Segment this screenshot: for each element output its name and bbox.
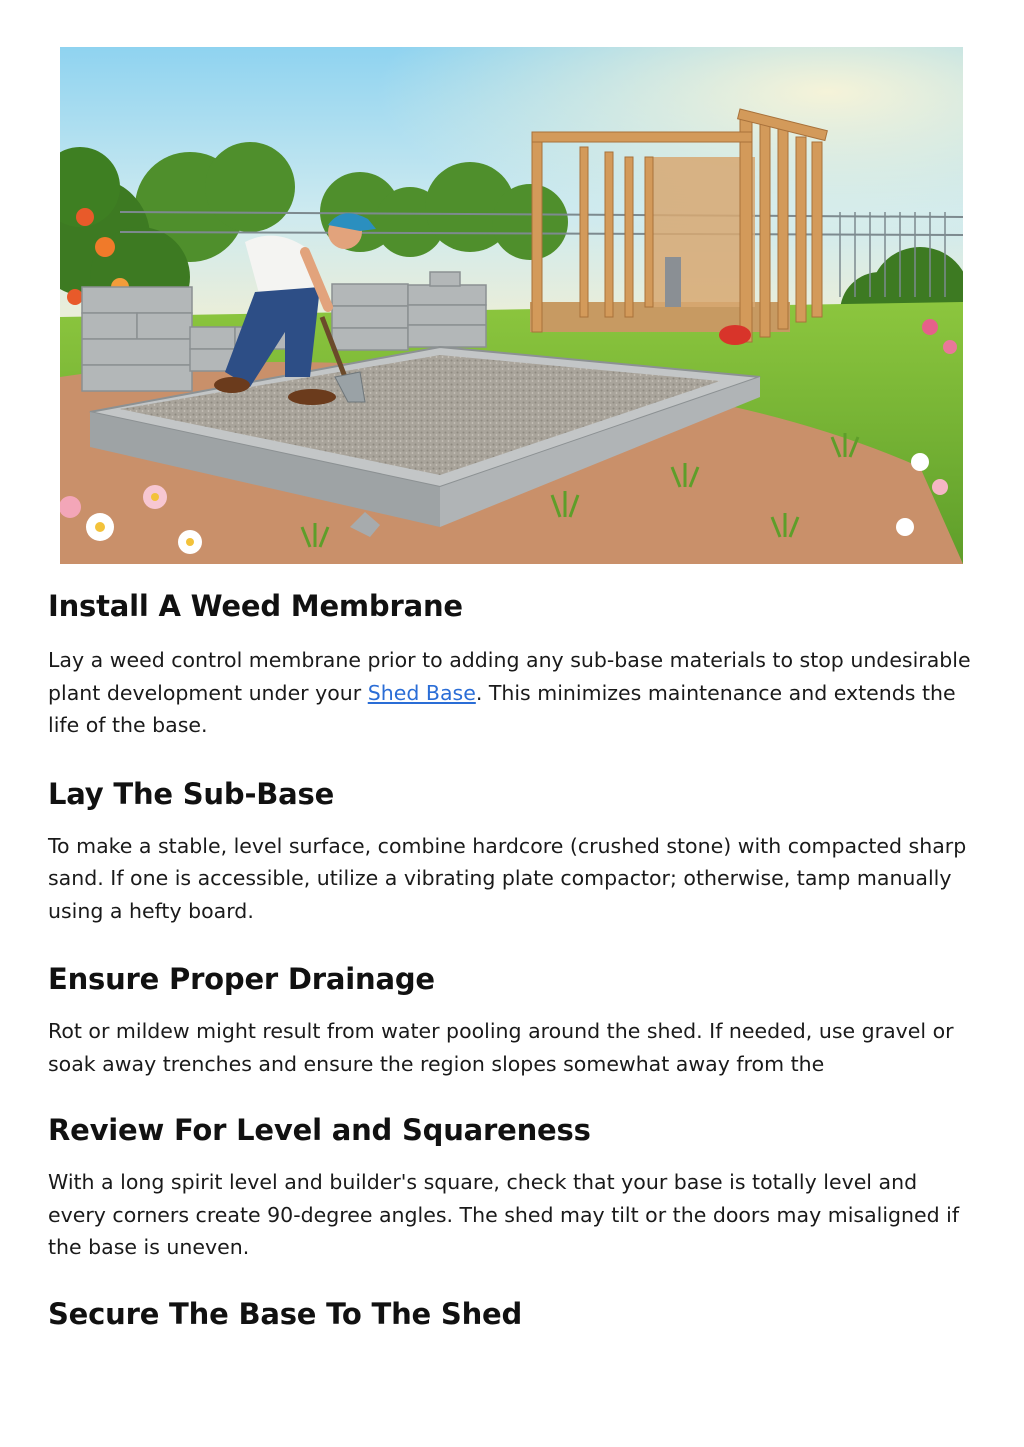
paragraph-ensure-drainage: Rot or mildew might result from water pooling around the shed. If needed, use gravel or soak away trenches and ensure the region slopes somewhat away from the xyxy=(48,1019,954,1076)
paragraph-text: Lay a weed control membrane prior to adding any sub-base materials to stop undesirable plant development under your xyxy=(48,648,971,705)
article-body xyxy=(48,580,978,1336)
paragraph-review-level: With a long spirit level and builder's square, check that your base is totally level and every corners create 90-degree angles. The shed may tilt or the doors may misaligned if the base is uneven. xyxy=(48,1170,960,1259)
heading-install-weed-membrane: Install A Weed Membrane xyxy=(48,589,463,623)
heading-ensure-drainage: Ensure Proper Drainage xyxy=(48,962,435,996)
paragraph-lay-sub-base: To make a stable, level surface, combine hardcore (crushed stone) with compacted sharp sand. If one is accessible, utilize a vibrating plate compactor; otherwise, tamp manually using a hefty board. xyxy=(48,833,967,923)
heading-secure-base: Secure The Base To The Shed xyxy=(48,1296,523,1331)
heading-review-level: Review For Level and Squareness xyxy=(48,1113,591,1147)
heading-lay-sub-base: Lay The Sub-Base xyxy=(48,776,335,811)
shed-base-link[interactable]: Shed Base xyxy=(367,680,476,705)
shed-base-scene xyxy=(60,47,963,564)
paragraph-install-weed-membrane xyxy=(48,644,978,742)
paragraph-text: . This minimizes maintenance and extends the life of the base. xyxy=(48,680,956,737)
hero-illustration xyxy=(60,47,963,564)
